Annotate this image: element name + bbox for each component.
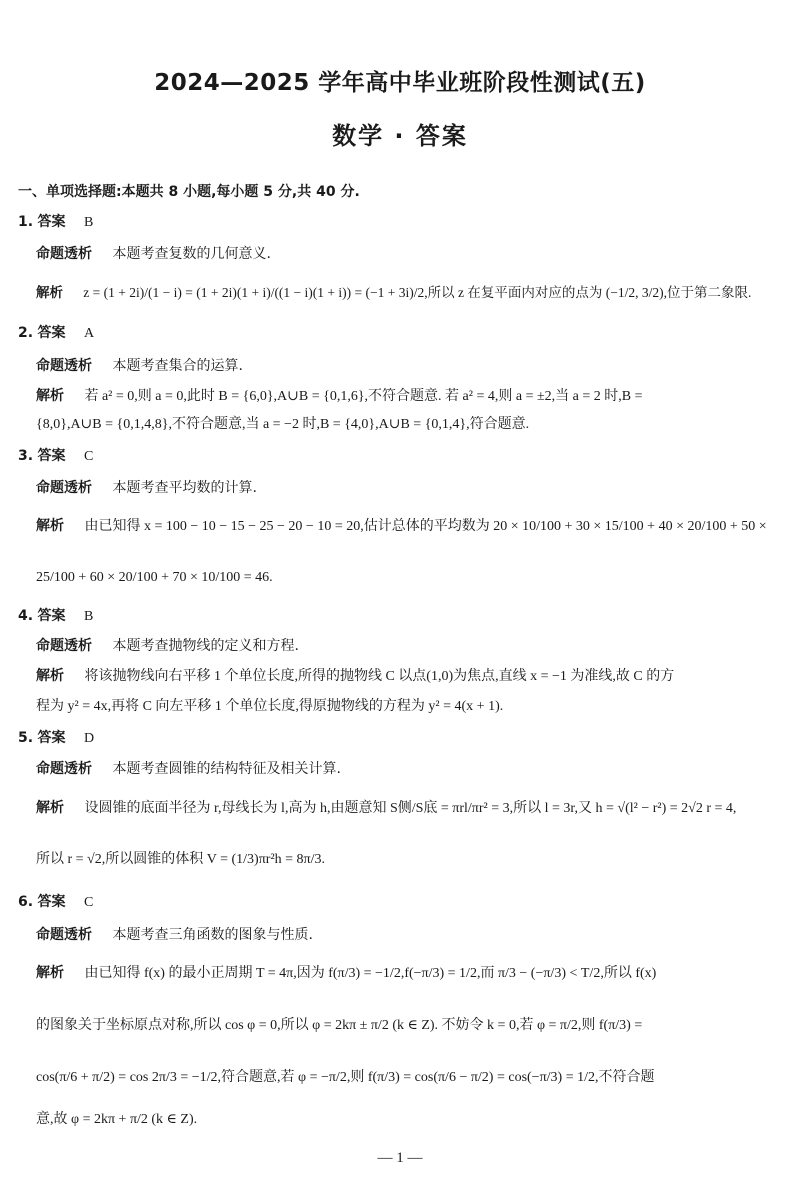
question-4-analysis — [36, 666, 770, 687]
answer-label: 答案 — [37, 608, 66, 624]
analysis-label: 解析 — [36, 668, 64, 684]
insight-label: 命题透析 — [36, 761, 92, 777]
question-number: 1. — [18, 214, 34, 230]
answer-value: B — [83, 215, 94, 230]
insight-text: 本题考查复数的几何意义. — [112, 246, 271, 262]
insight-label: 命题透析 — [36, 358, 92, 374]
analysis-line: {8,0},A∪B = {0,1,4,8},不符合题意,当 a = −2 时,B = {4,0},A∪B = {0,1,4},符合题意. — [36, 417, 530, 432]
insight-text: 本题考查抛物线的定义和方程. — [112, 638, 299, 654]
page-title: 2024—2025 学年高中毕业班阶段性测试(五) — [154, 70, 646, 96]
question-3-insight — [36, 478, 770, 498]
analysis-line: 由已知得 f(x) 的最小正周期 T = 4π,因为 f(π/3) = −1/2,f(−π/3) = 1/2,而 π/3 − (−π/3) < T/2,所以 f(x) — [84, 966, 657, 981]
analysis-line: 由已知得 x = 100 − 10 − 15 − 25 − 20 − 10 = 20,估计总体的平均数为 20 × 10/100 + 30 × 15/100 + 40 × 20/100 + 50 × — [84, 519, 767, 534]
question-6-insight — [36, 925, 770, 945]
question-4-insight — [36, 636, 770, 656]
analysis-label: 解析 — [36, 800, 64, 816]
analysis-line: 意,故 φ = 2kπ + π/2 (k ∈ Z). — [36, 1112, 198, 1127]
question-5-insight — [36, 759, 770, 779]
insight-text: 本题考查平均数的计算. — [112, 480, 257, 496]
insight-label: 命题透析 — [36, 480, 92, 496]
answer-value: C — [83, 895, 94, 910]
answer-label: 答案 — [37, 325, 66, 341]
answer-label: 答案 — [37, 214, 66, 230]
answer-value: B — [83, 609, 94, 624]
insight-text: 本题考查三角函数的图象与性质. — [112, 927, 313, 943]
analysis-label: 解析 — [36, 965, 64, 981]
analysis-line: 程为 y² = 4x,再将 C 向左平移 1 个单位长度,得原抛物线的方程为 y² = 4(x + 1). — [36, 699, 504, 714]
question-number: 4. — [18, 608, 34, 624]
analysis-line: 设圆锥的底面半径为 r,母线长为 l,高为 h,由题意知 S侧/S底 = πrl/πr² = 3,所以 l = 3r,又 h = √(l² − r²) = 2√2 r = 4, — [84, 801, 737, 816]
insight-label: 命题透析 — [36, 927, 92, 943]
analysis-label: 解析 — [36, 388, 64, 404]
question-3-answer-line — [18, 446, 770, 467]
page-number: — 1 — — [377, 1150, 423, 1166]
answer-label: 答案 — [37, 894, 66, 910]
question-1-analysis — [36, 283, 770, 303]
analysis-line: z = (1 + 2i)/(1 − i) = (1 + 2i)(1 + i)/((1 − i)(1 + i)) = (−1 + 3i)/2,所以 z 在复平面内对应的点为 (−1/2, 3/2),位于第二象限. — [83, 285, 752, 300]
analysis-line: 所以 r = √2,所以圆锥的体积 V = (1/3)πr²h = 8π/3. — [36, 852, 325, 867]
insight-label: 命题透析 — [36, 246, 92, 262]
analysis-line: cos(π/6 + π/2) = cos 2π/3 = −1/2,符合题意,若 φ = −π/2,则 f(π/3) = cos(π/6 − π/2) = cos(−π/3) = 1/2,不符合题 — [36, 1070, 655, 1085]
question-number: 3. — [18, 448, 34, 464]
question-3-analysis — [36, 516, 770, 537]
question-1-insight — [36, 244, 770, 264]
question-6-analysis — [36, 963, 770, 984]
analysis-label: 解析 — [36, 518, 64, 534]
answer-value: C — [83, 449, 94, 464]
answer-label: 答案 — [37, 730, 66, 746]
insight-text: 本题考查圆锥的结构特征及相关计算. — [112, 761, 341, 777]
analysis-line: 25/100 + 60 × 20/100 + 70 × 10/100 = 46. — [36, 570, 273, 585]
insight-text: 本题考查集合的运算. — [112, 358, 243, 374]
question-number: 5. — [18, 730, 34, 746]
analysis-line: 将该抛物线向右平移 1 个单位长度,所得的抛物线 C 以点(1,0)为焦点,直线 x = −1 为准线,故 C 的方 — [84, 669, 675, 684]
question-2-insight — [36, 356, 770, 376]
question-number: 6. — [18, 894, 34, 910]
analysis-line: 的图象关于坐标原点对称,所以 cos φ = 0,所以 φ = 2kπ ± π/2 (k ∈ Z). 不妨令 k = 0,若 φ = π/2,则 f(π/3) = — [36, 1018, 643, 1033]
question-5-analysis — [36, 798, 770, 819]
insight-label: 命题透析 — [36, 638, 92, 654]
question-5-answer-line — [18, 728, 770, 749]
question-6-answer-line — [18, 892, 770, 913]
question-2-answer-line — [18, 323, 770, 344]
analysis-line: 若 a² = 0,则 a = 0,此时 B = {6,0},A∪B = {0,1,6},不符合题意. 若 a² = 4,则 a = ±2,当 a = 2 时,B = — [84, 389, 643, 404]
question-number: 2. — [18, 325, 34, 341]
answer-label: 答案 — [37, 448, 66, 464]
question-1-answer-line — [18, 212, 770, 233]
page-subtitle: 数学 · 答案 — [332, 122, 468, 150]
question-4-answer-line — [18, 606, 770, 627]
section-heading: 一、单项选择题:本题共 8 小题,每小题 5 分,共 40 分. — [18, 184, 360, 200]
answer-value: D — [83, 731, 95, 746]
answer-value: A — [83, 326, 95, 341]
question-2-analysis — [36, 386, 770, 407]
analysis-label: 解析 — [36, 285, 63, 301]
